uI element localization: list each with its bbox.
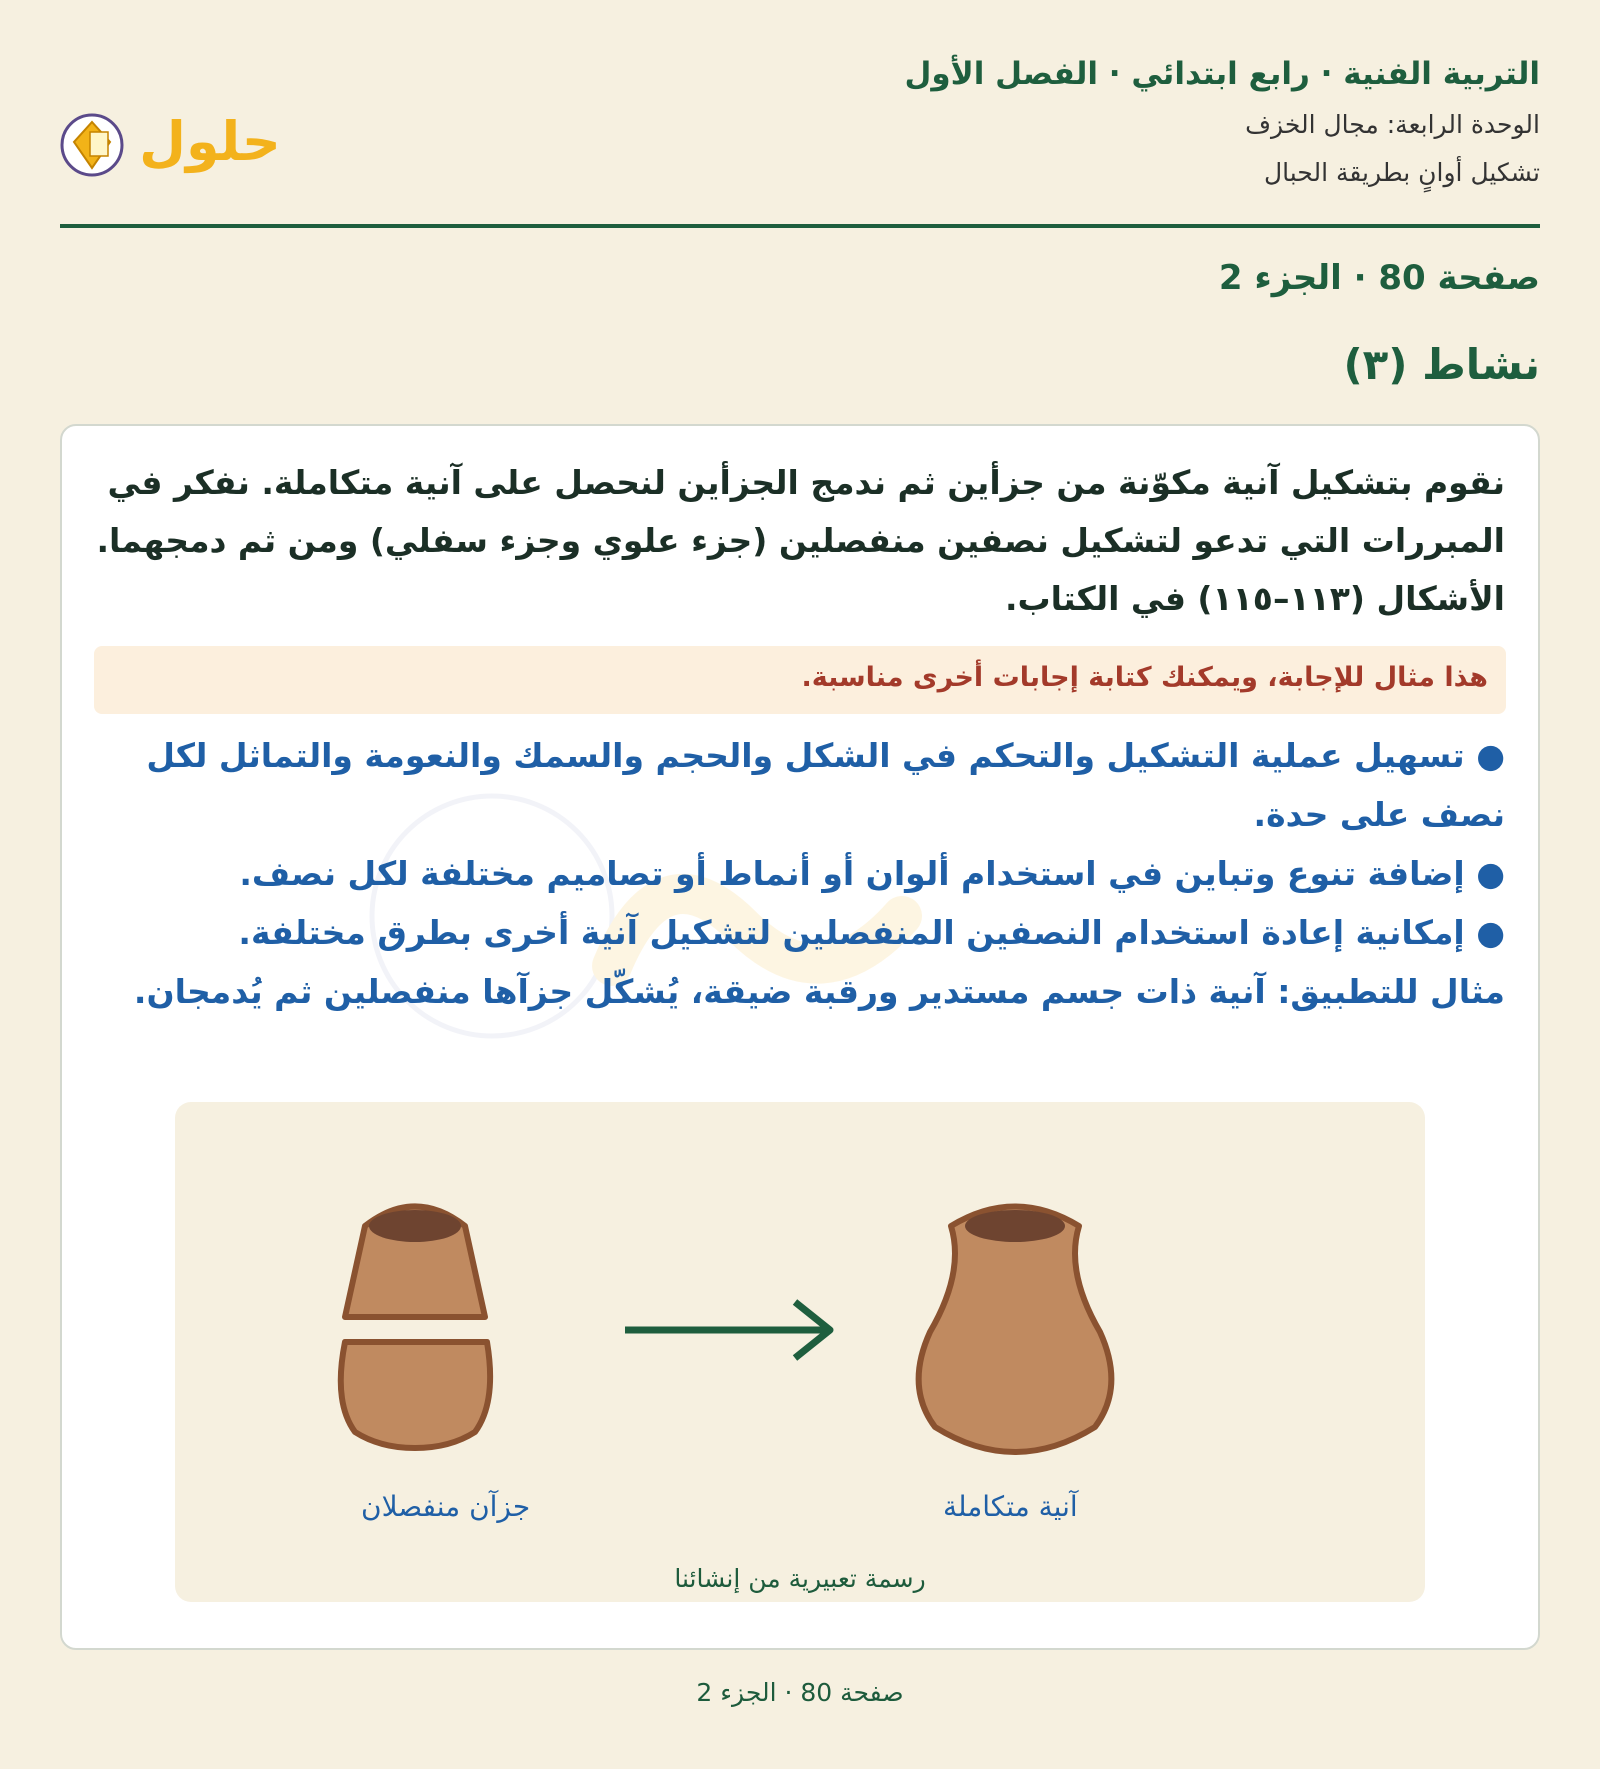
answer-note-box xyxy=(94,646,1506,714)
answer-item: ● تسهيل عملية التشكيل والتحكم في الشكل والحجم والسمك والنعومة والتماثل لكل نصف على حدة. xyxy=(95,726,1505,844)
separated-parts-caption: جزآن منفصلان xyxy=(361,1490,531,1523)
vase-illustration xyxy=(175,1102,1425,1602)
answer-item: ● إمكانية إعادة استخدام النصفين المنفصلين لتشكيل آنية أخرى بطرق مختلفة. xyxy=(95,903,1505,962)
page-footer: صفحة 80 · الجزء 2 xyxy=(696,1678,904,1707)
lesson-label: تشكيل أوانٍ بطريقة الحبال xyxy=(1263,158,1540,187)
question-text: نقوم بتشكيل آنية مكوّنة من جزأين ثم ندمج الجزأين لنحصل على آنية متكاملة. نفكر في المبررات التي تدعو لتشكيل نصفين منفصلين (جزء علوي وجزء سفلي) ومن ثم دمجهما. الأشكال (١١٣–١١٥) في الكتاب. xyxy=(96,463,1505,618)
illustration-credit: رسمة تعبيرية من إنشائنا xyxy=(674,1564,926,1593)
arrow-right-icon xyxy=(625,1302,830,1358)
answer-item: ● إضافة تنوع وتباين في استخدام ألوان أو أنماط أو تصاميم مختلفة لكل نصف. xyxy=(95,844,1505,903)
subject-title: التربية الفنية · رابع ابتدائي · الفصل الأول xyxy=(904,56,1540,92)
unit-label: الوحدة الرابعة: مجال الخزف xyxy=(1245,110,1540,139)
page-header xyxy=(60,50,1540,228)
activity-card xyxy=(60,424,1540,1650)
example-text: مثال للتطبيق: آنية ذات جسم مستدير ورقبة ضيقة، يُشكّل جزآها منفصلين ثم يُدمجان. xyxy=(133,972,1505,1011)
answer-note: هذا مثال للإجابة، ويمكنك كتابة إجابات أخرى مناسبة. xyxy=(801,662,1488,693)
vase-icon xyxy=(919,1207,1112,1453)
answer-list xyxy=(95,726,1505,1021)
page-reference: صفحة 80 · الجزء 2 xyxy=(1218,258,1540,298)
vase-top-part-icon xyxy=(345,1207,485,1318)
activity-title: نشاط (٣) xyxy=(1343,340,1540,389)
illustration-panel xyxy=(175,1102,1425,1602)
hulool-logo-icon[interactable] xyxy=(60,80,290,190)
logo-text: حلول xyxy=(139,110,281,173)
complete-vase-caption: آنية متكاملة xyxy=(943,1490,1078,1523)
vase-bottom-part-icon xyxy=(341,1342,490,1448)
